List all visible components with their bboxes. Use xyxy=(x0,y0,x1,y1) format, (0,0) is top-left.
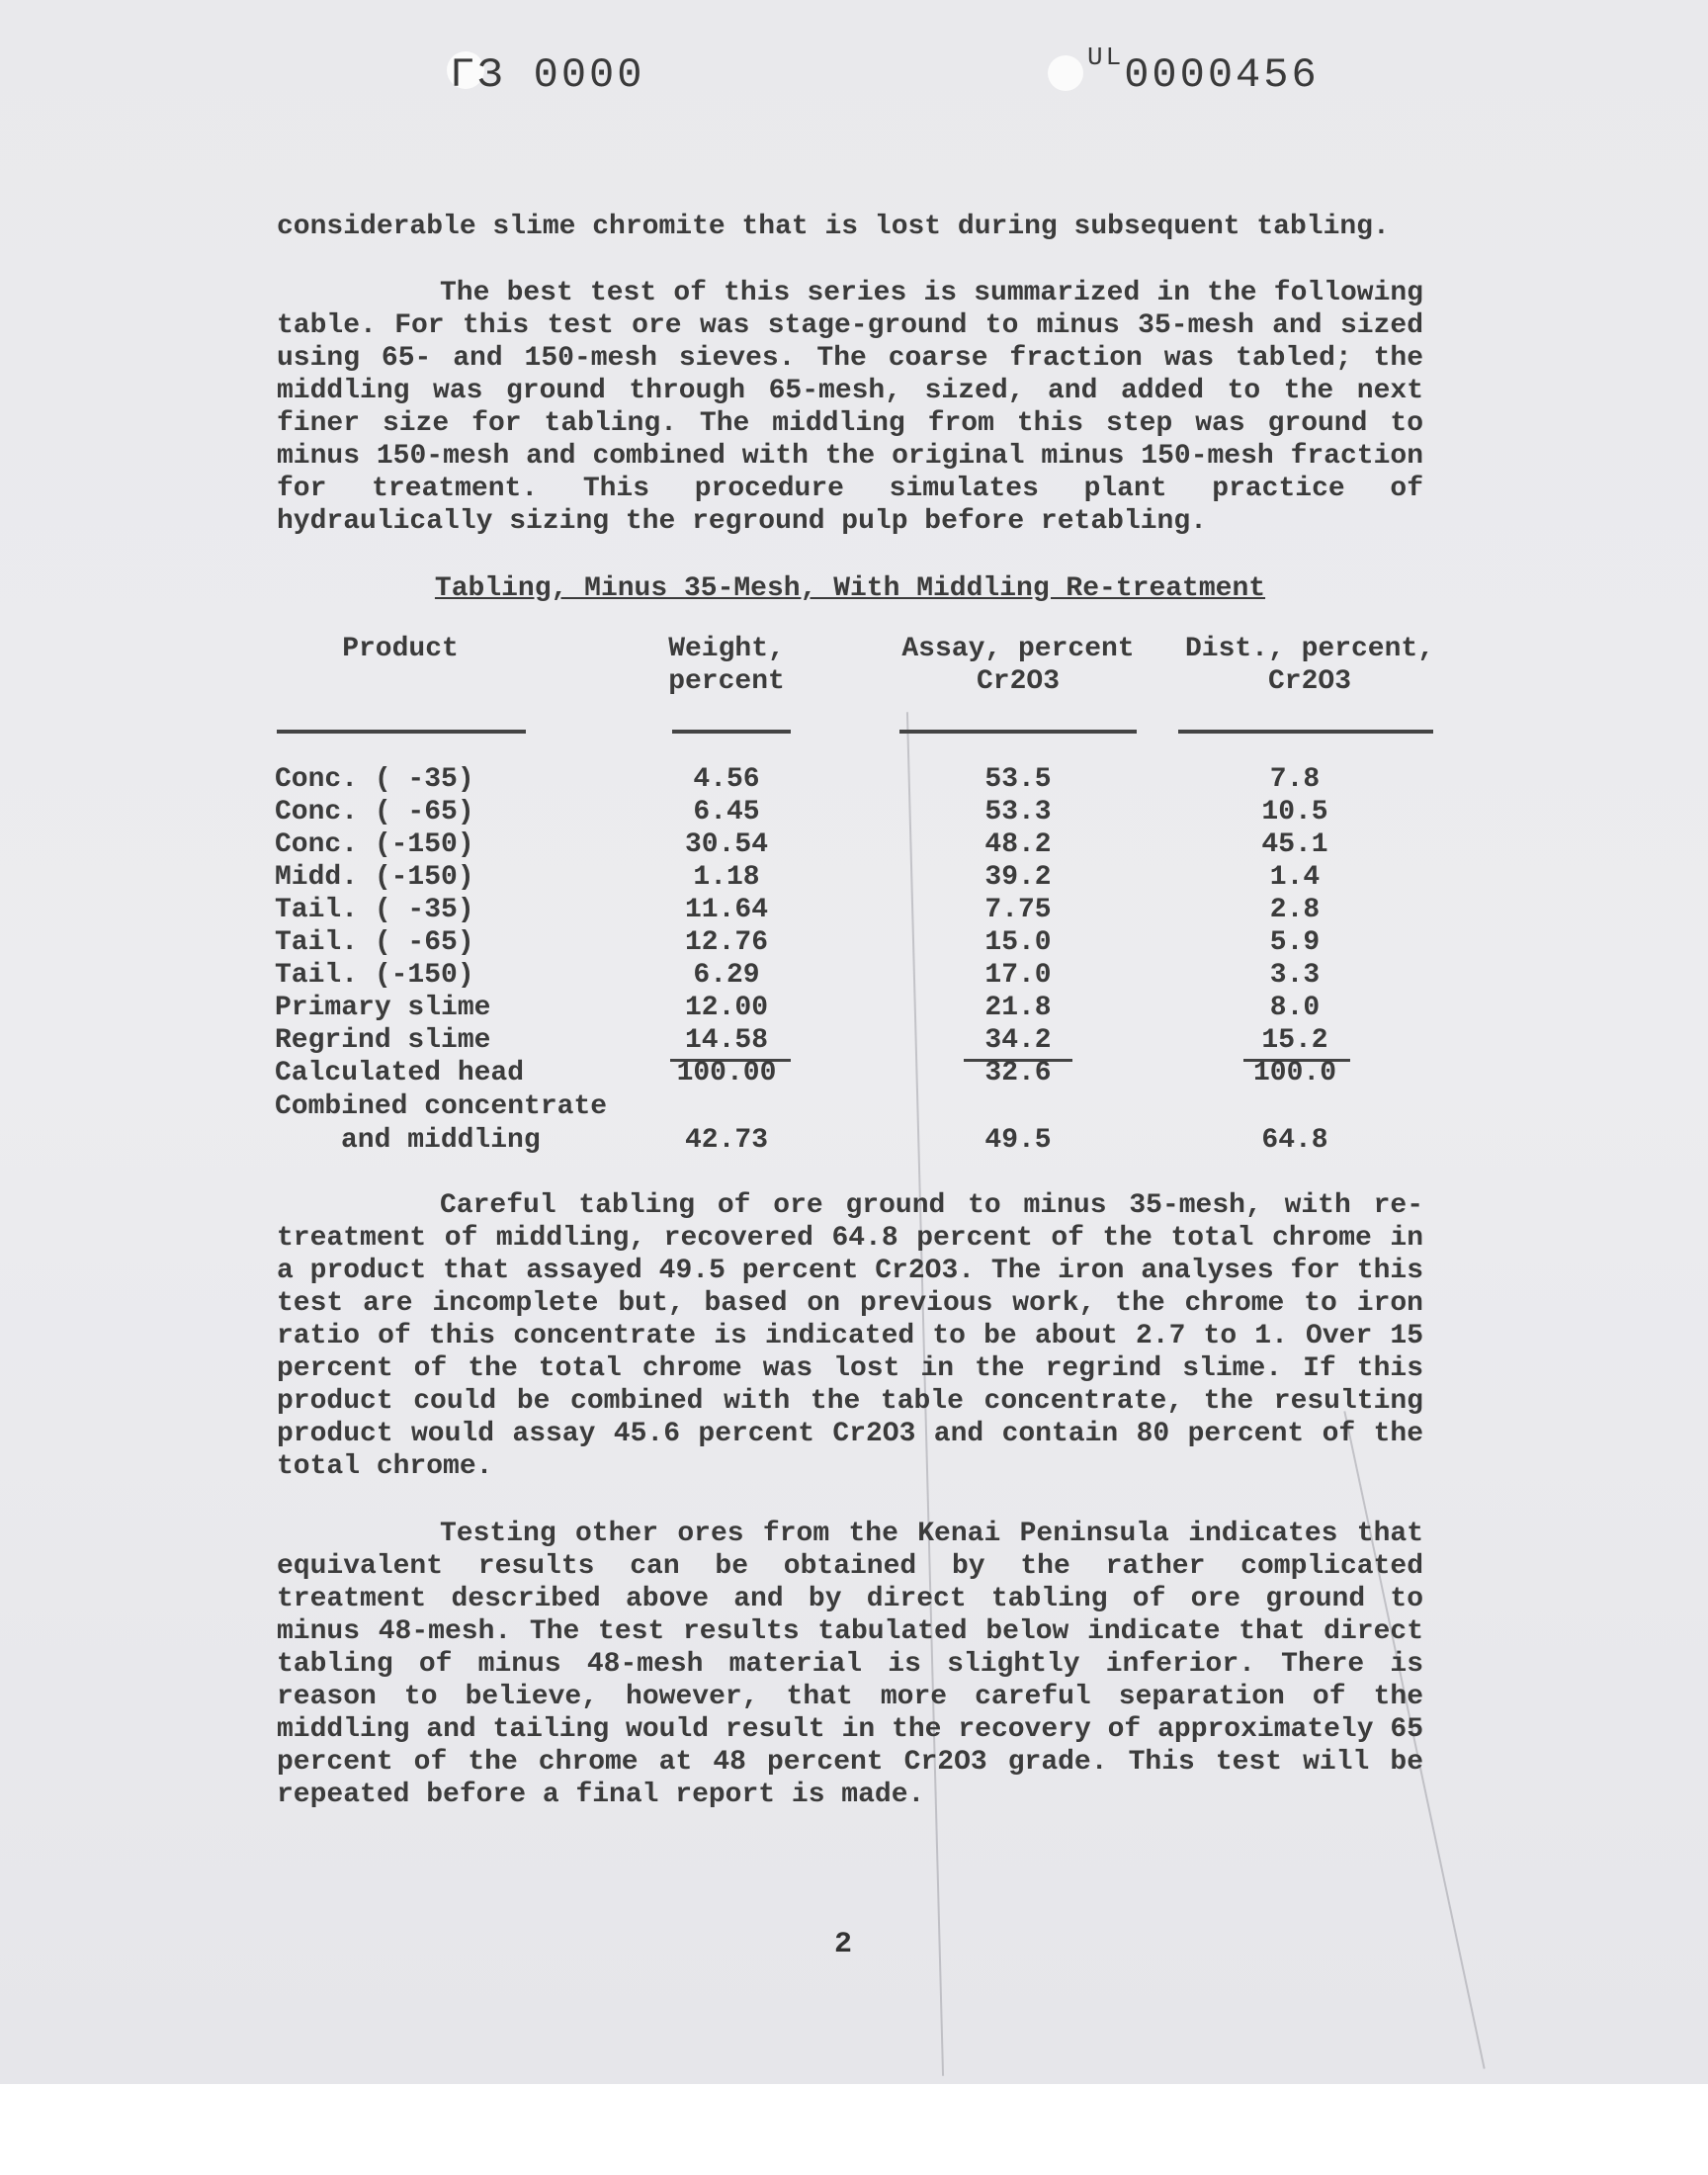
cell-dist: 8.0 xyxy=(1269,993,1321,1023)
table-row xyxy=(0,1025,1708,1058)
cell-dist: 1.4 xyxy=(1269,862,1321,893)
document-number-prefix: UL xyxy=(1087,43,1125,72)
cell-assay: 39.2 xyxy=(984,862,1052,893)
table-row-combined xyxy=(0,1091,1708,1124)
cell-dist: 2.8 xyxy=(1269,895,1321,925)
cell-weight: 14.58 xyxy=(684,1025,768,1056)
cell-assay: 21.8 xyxy=(984,993,1052,1023)
cell-weight: 30.54 xyxy=(684,829,768,860)
cell-dist: 7.8 xyxy=(1269,764,1321,795)
cell-assay: 7.75 xyxy=(984,895,1052,925)
punch-hole-top-right xyxy=(1048,55,1083,91)
paragraph-2: The best test of this series is summarized in the following table. For this test ore was stage-ground to minus 35-mesh and sized using 65- and 150-mesh sieves. The coarse fraction was tabled; the middling was ground through 65-mesh, sized, and added to the next finer size for tabling. The middling from this step was ground to minus 150-mesh and combined with the original minus 150-mesh fraction for treatment. This procedure simulates plant practice of hydraulically sizing the reground pulp before retabling. xyxy=(277,278,1423,537)
cell-product: Conc. ( -35) xyxy=(275,764,474,795)
cell-product: Midd. (-150) xyxy=(275,862,474,893)
table-row xyxy=(0,797,1708,829)
page-number: 2 xyxy=(834,1928,853,1961)
cell-weight: 42.73 xyxy=(684,1125,768,1156)
table-row xyxy=(0,927,1708,960)
cell-assay: 17.0 xyxy=(984,960,1052,991)
cell-weight: 4.56 xyxy=(693,764,760,795)
cell-weight: 12.76 xyxy=(684,927,768,958)
cell-product: Tail. ( -35) xyxy=(275,895,474,925)
header-assay-line-1: Assay, percent xyxy=(901,634,1135,664)
cell-assay: 49.5 xyxy=(984,1125,1052,1156)
cell-weight: 12.00 xyxy=(684,993,768,1023)
table-title: Tabling, Minus 35-Mesh, With Middling Re-treatment xyxy=(434,573,1266,604)
table-row xyxy=(0,960,1708,993)
cell-weight: 6.29 xyxy=(693,960,760,991)
header-weight-line-1: Weight, xyxy=(668,634,785,664)
document-number-value: 0000456 xyxy=(1124,51,1320,99)
document-number-right xyxy=(1087,43,1320,99)
paragraph-1: considerable slime chromite that is lost during subsequent tabling. xyxy=(277,212,1390,242)
header-product: Product xyxy=(342,634,459,664)
cell-product: Conc. ( -65) xyxy=(275,797,474,827)
paragraph-4: Testing other ores from the Kenai Peninsula indicates that equivalent results can be obtained by the rather complicated treatment described above and by direct tabling of ore ground to minus 48-mesh. The test results tabulated below indicate that direct tabling of minus 48-mesh material is slightly inferior. There is reason to believe, however, that more careful separation of the middling and tailing would result in the recovery of approximately 65 percent of the chrome at 48 percent Cr2O3 grade. This test will be repeated before a final report is made. xyxy=(277,1519,1423,1810)
header-dist xyxy=(1171,633,1448,698)
cell-weight: 11.64 xyxy=(684,895,768,925)
cell-dist: 15.2 xyxy=(1261,1025,1328,1056)
cell-assay: 15.0 xyxy=(984,927,1052,958)
cell-dist: 45.1 xyxy=(1261,829,1328,860)
table-row xyxy=(0,829,1708,862)
cell-assay: 48.2 xyxy=(984,829,1052,860)
header-dist-line-2: Cr2O3 xyxy=(1267,666,1351,697)
header-dist-line-1: Dist., percent, xyxy=(1184,634,1435,664)
cell-product: Tail. (-150) xyxy=(275,960,474,991)
cell-product: and middling xyxy=(341,1125,541,1156)
cell-product: Calculated head xyxy=(275,1058,525,1088)
cell-dist: 10.5 xyxy=(1261,797,1328,827)
cell-weight: 1.18 xyxy=(693,862,760,893)
header-rule-assay xyxy=(899,730,1137,734)
cell-dist: 5.9 xyxy=(1269,927,1321,958)
cell-weight: 6.45 xyxy=(693,797,760,827)
cell-dist: 3.3 xyxy=(1269,960,1321,991)
cell-assay: 53.5 xyxy=(984,764,1052,795)
cell-product: Regrind slime xyxy=(275,1025,491,1056)
cell-product: Combined concentrate xyxy=(275,1091,608,1122)
table-row xyxy=(0,862,1708,895)
paragraph-3: Careful tabling of ore ground to minus 35-mesh, with re-treatment of middling, recovered 64.8 percent of the total chrome in a product that assayed 49.5 percent Cr2O3. The iron analyses for this test are incomplete but, based on previous work, the chrome to iron ratio of this concentrate is indicated to be about 2.7 to 1. Over 15 percent of the total chrome was lost in the regrind slime. If this product could be combined with the table concentrate, the resulting product would assay 45.6 percent Cr2O3 and contain 80 percent of the total chrome. xyxy=(277,1190,1423,1482)
header-weight-line-2: percent xyxy=(668,666,785,697)
cell-assay: 34.2 xyxy=(984,1025,1052,1056)
table-row-total xyxy=(0,1058,1708,1090)
header-rule-dist xyxy=(1178,730,1433,734)
cell-weight: 100.00 xyxy=(676,1058,777,1088)
header-rule-product xyxy=(277,730,526,734)
cell-assay: 32.6 xyxy=(984,1058,1052,1088)
cell-assay: 53.3 xyxy=(984,797,1052,827)
cell-dist: 100.0 xyxy=(1252,1058,1336,1088)
table-row xyxy=(0,993,1708,1025)
cell-product: Primary slime xyxy=(275,993,491,1023)
table-row xyxy=(0,895,1708,927)
cell-product: Tail. ( -65) xyxy=(275,927,474,958)
table-row xyxy=(0,764,1708,797)
cell-product: Conc. (-150) xyxy=(275,829,474,860)
header-assay xyxy=(895,633,1142,698)
cell-dist: 64.8 xyxy=(1261,1125,1328,1156)
header-weight xyxy=(652,633,801,698)
document-number-left: ГЗ 0000 xyxy=(450,51,645,99)
header-assay-line-2: Cr2O3 xyxy=(976,666,1060,697)
table-row-combined-cont xyxy=(0,1125,1708,1158)
header-rule-weight xyxy=(672,730,791,734)
